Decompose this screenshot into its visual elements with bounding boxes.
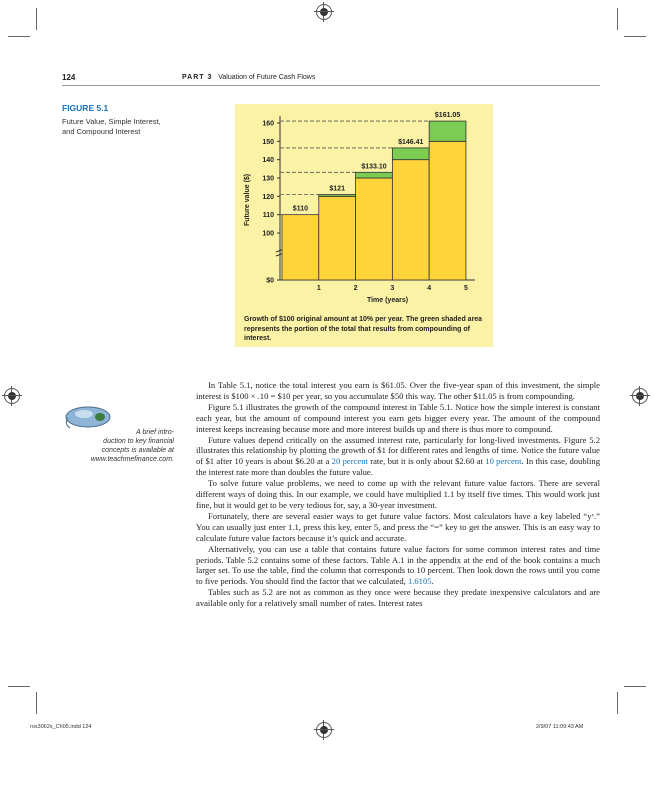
figure-label: FIGURE 5.1 (62, 103, 109, 113)
sidenote-line: concepts is available at (101, 447, 174, 454)
paragraph: Alternatively, you can use a table that contains future value factors for some common interest rates and time periods. Table 5.2 contains some of these factors. Table A.1 in the appendix at the end of the book contains a much larger set. To use the table, find the column that corresponds to 10 percent. Then look down the rows until you come to five periods. You should find the factor that we calculated, 1.6105. (196, 543, 600, 587)
bar-compound (356, 172, 393, 178)
data-label: $110 (292, 205, 308, 213)
chart-footnote: Growth of $100 original amount at 10% per year. The green shaded area represents the portion of the total that results from compounding of interest. (244, 316, 483, 342)
bar-compound (319, 195, 356, 197)
crop-mark (624, 686, 646, 687)
page-number: 124 (62, 73, 76, 82)
x-tick-label: 2 (353, 285, 358, 292)
crop-mark (36, 692, 37, 714)
y-tick-label: 130 (262, 175, 274, 183)
bar-simple (282, 215, 319, 280)
data-label: $146.41 (398, 138, 424, 146)
registration-mark-icon (4, 388, 20, 404)
paragraph: Tables such as 5.2 are not as common as they once were because they predate inexpensive calculators and are available only for a relatively small number of rates. Interest rates (196, 587, 600, 609)
x-tick-label: 1 (316, 285, 321, 292)
sidenote-line: A brief intro- (136, 429, 174, 436)
bar-simple (392, 160, 429, 280)
data-label: $161.05 (434, 112, 461, 120)
factor-link[interactable]: 1.6105 (407, 576, 432, 587)
part-title: Valuation of Future Cash Flows (218, 74, 316, 81)
y-tick-label: 100 (262, 230, 274, 238)
y-tick-label: 120 (262, 193, 274, 201)
bar-compound (429, 121, 466, 141)
rate-link-10[interactable]: 10 percent (485, 456, 522, 467)
paragraph: To solve future value problems, we need to come up with the relevant future value factors. There are several different ways of doing this. In our example, we could have multiplied 1.1 by itself five times. This would work just fine, but it would get to be very tedious for, say, a 30-year investment. (196, 478, 600, 510)
paragraph: Fortunately, there are several easier ways to get future value factors. Most calculators have a key labeled “yˣ.” You can usually just enter 1.1, press this key, enter 5, and press the “=” key to get the answer. This is an easy way to calculate future value factors because it’s quick and accurate. (196, 510, 600, 543)
crop-mark (8, 686, 30, 687)
paragraph: Future values depend critically on the assumed interest rate, particularly for long-lived investments. Figure 5.2 illustrates this relationship by plotting the growth of $1 for different rates and lengths of time. Notice the future value of $1 after 10 years is about $6.20 at a 20 percent rate, but it is only about $2.60 at 10 percent. In this case, doubling the interest rate more than doubles the future value. (196, 434, 601, 478)
registration-mark-icon (632, 388, 648, 404)
crop-mark (8, 36, 30, 37)
sidenote-url[interactable]: www.teachmefinance.com. (90, 456, 174, 463)
header-rule (62, 85, 600, 86)
x-axis-label: Time (years) (366, 297, 409, 304)
rate-link-20[interactable]: 20 percent (331, 456, 368, 467)
future-value-chart (235, 104, 493, 314)
y-tick-label: 110 (262, 212, 274, 220)
registration-mark-icon (316, 722, 332, 738)
registration-mark-icon (316, 4, 332, 20)
y-tick-label: 150 (262, 138, 274, 146)
part-label: PART 3 (182, 74, 213, 81)
bar-simple (429, 141, 466, 280)
crop-mark (617, 8, 618, 30)
body-text (196, 380, 600, 609)
x-tick-label: 3 (390, 285, 395, 292)
y-tick-label: 140 (262, 157, 274, 165)
bar-simple (319, 196, 356, 280)
crop-mark (617, 692, 618, 714)
figure-caption: Future Value, Simple Interest, and Compound Interest (62, 117, 161, 136)
x-tick-label: 4 (427, 285, 432, 292)
footer-file: ros3062x_Ch05.indd 124 (30, 724, 92, 730)
paragraph: Figure 5.1 illustrates the growth of the compound interest in Table 5.1. Notice how the simple interest is constant each year, but the amount of compound interest you earn gets bigger every year. The amount of the compound interest keeps increasing because more and more interest builds up and there is thus more to compound. (196, 401, 600, 434)
data-label: $133.10 (361, 163, 387, 171)
crop-mark (36, 8, 37, 30)
x-tick-label: 5 (464, 285, 468, 292)
paragraph: In Table 5.1, notice the total interest you earn is $61.05. Over the five-year span of this investment, the simple interest is $100 × .10 = $10 per year, so you accumulate $50 this way. The other $11.05 is from compounding. (196, 380, 600, 401)
y-tick-label: $0 (266, 277, 274, 285)
data-label: $121 (329, 185, 345, 193)
running-header (62, 73, 75, 82)
crop-mark (624, 36, 646, 37)
bar-simple (356, 178, 393, 280)
part-header (182, 74, 315, 81)
sidenote-line: duction to key financial (103, 438, 174, 445)
footer-timestamp: 2/9/07 11:09:43 AM (536, 724, 584, 730)
bar-compound (392, 148, 429, 160)
sidenote (62, 428, 174, 464)
y-tick-label: 160 (262, 120, 274, 128)
y-axis-label: Future value ($) (244, 173, 251, 226)
